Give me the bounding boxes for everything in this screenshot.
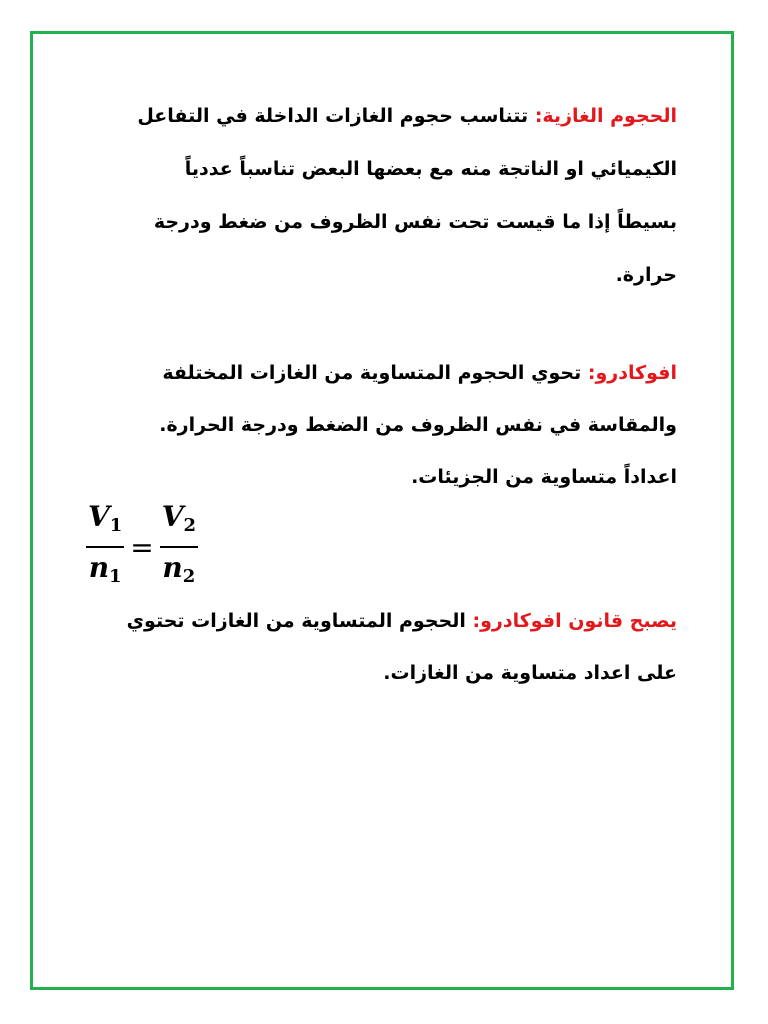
paragraph-line: افوكادرو: تحوي الحجوم المتساوية من الغازات المختلفة [162,362,677,384]
paragraph-line: بسيطاً إذا ما قيست تحت نفس الظروف من ضغط ودرجة [153,211,677,233]
term-avogadro: افوكادرو: [587,362,677,384]
v2-symbol: V [161,500,184,533]
paragraph-line: يصبح قانون افوكادرو: الحجوم المتساوية من الغازات تحتوي [126,610,677,632]
v2-subscript: 2 [183,515,196,536]
left-fraction [86,500,124,594]
v1-subscript: 1 [109,515,123,536]
gas-volumes-paragraph [137,95,677,307]
n2-symbol: n [162,551,183,584]
term-gas-volumes: الحجوم الغازية: [534,105,677,127]
right-fraction [160,500,198,594]
avogadro-formula [86,500,198,594]
avogadro-law-paragraph [127,600,677,704]
paragraph-line: اعداداً متساوية من الجزيئات. [411,466,677,488]
paragraph-line: الحجوم الغازية: تتناسب حجوم الغازات الداخلة في التفاعل [137,105,677,127]
fraction-bar [160,546,198,548]
avogadro-paragraph [159,352,677,508]
term-avogadro-law: يصبح قانون افوكادرو: [472,610,677,632]
paragraph-line: الكيميائي او الناتجة منه مع بعضها البعض تناسباً عددياً [184,158,677,180]
n1-subscript: 1 [109,566,122,587]
paragraph-line: على اعداد متساوية من الغازات. [383,662,677,684]
n2-subscript: 2 [182,566,196,587]
v1-symbol: V [88,500,110,533]
fraction-bar [86,546,124,548]
equals-sign: = [130,530,154,564]
paragraph-line: والمقاسة في نفس الظروف من الضغط ودرجة الحرارة. [159,414,677,436]
paragraph-line: حرارة. [615,264,677,286]
n1-symbol: n [88,551,110,584]
